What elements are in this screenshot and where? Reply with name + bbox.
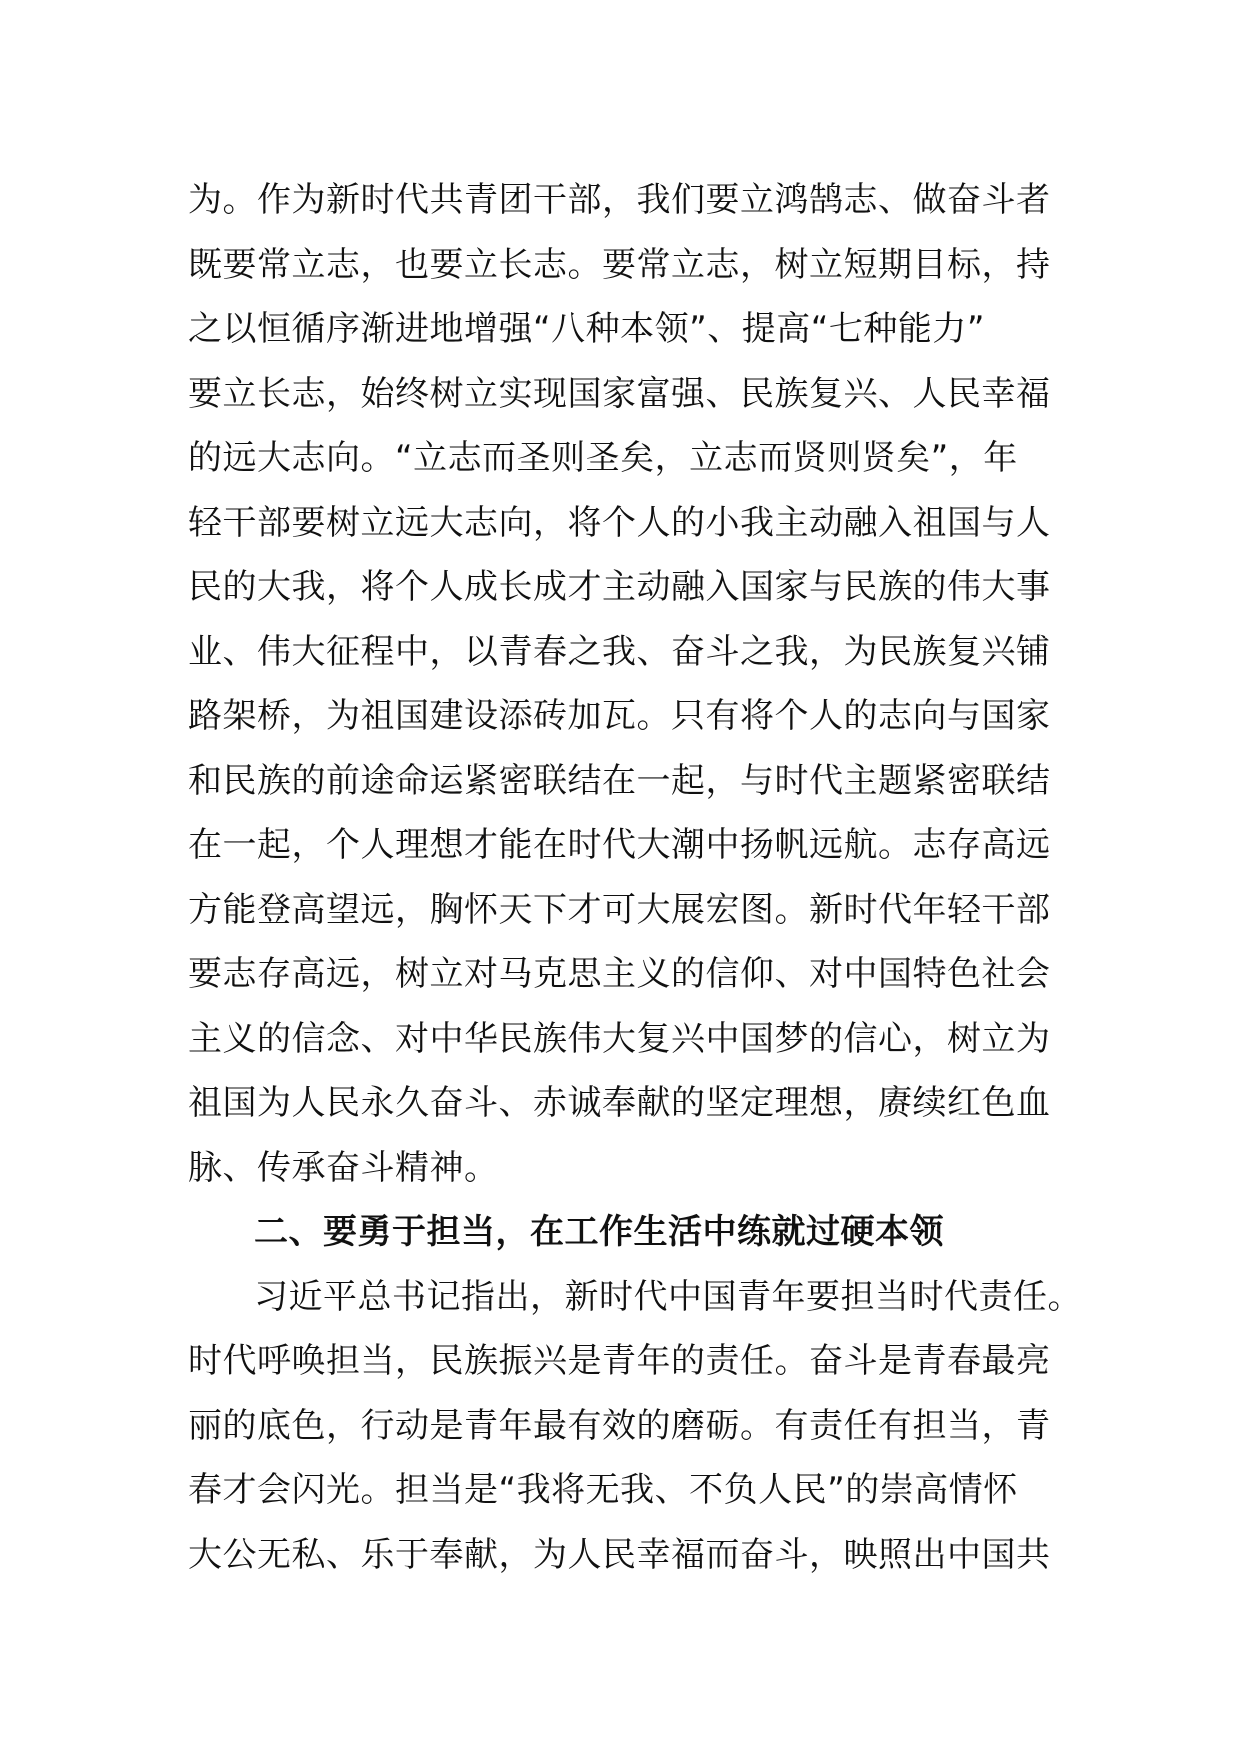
- document-body: [188, 168, 1082, 1587]
- text-line: 的远大志向。“立志而圣则圣矣，立志而贤则贤矣”，年: [188, 438, 1018, 478]
- text-line: 祖国为人民永久奋斗、赤诚奉献的坚定理想，赓续红色血: [188, 1083, 1051, 1123]
- text-line: 春才会闪光。担当是“我将无我、不负人民”的崇高情怀: [188, 1470, 1018, 1510]
- text-line: 为。作为新时代共青团干部，我们要立鸿鹄志、做奋斗者: [188, 180, 1051, 220]
- paragraph-1: [188, 168, 1068, 1200]
- text-line: 和民族的前途命运紧密联结在一起，与时代主题紧密联结: [188, 760, 1051, 801]
- text-line: 方能登高望远，胸怀天下才可大展宏图。新时代年轻干部: [188, 889, 1051, 930]
- text-line: 大公无私、乐于奉献，为人民幸福而奋斗，映照出中国共: [188, 1534, 1051, 1575]
- text-line: 既要常立志，也要立长志。要常立志，树立短期目标，持: [188, 244, 1051, 285]
- text-line: 路架桥，为祖国建设添砖加瓦。只有将个人的志向与国家: [188, 696, 1051, 736]
- text-line: 之以恒循序渐进地增强“八种本领”、提高“七种能力”: [188, 309, 985, 349]
- text-line: 时代呼唤担当，民族振兴是青年的责任。奋斗是青春最亮: [188, 1341, 1051, 1381]
- text-line: 丽的底色，行动是青年最有效的磨砺。有责任有担当，青: [188, 1405, 1051, 1446]
- paragraph-2: [188, 1265, 1082, 1588]
- text-line: 业、伟大征程中，以青春之我、奋斗之我，为民族复兴铺: [188, 631, 1051, 672]
- section-heading: 二、要勇于担当，在工作生活中练就过硬本领: [254, 1212, 944, 1252]
- text-line: 在一起，个人理想才能在时代大潮中扬帆远航。志存高远: [188, 825, 1051, 865]
- text-line: 要立长志，始终树立实现国家富强、民族复兴、人民幸福: [188, 373, 1051, 414]
- text-line: 要志存高远，树立对马克思主义的信仰、对中国特色社会: [188, 954, 1051, 994]
- text-line: 脉、传承奋斗精神。: [188, 1147, 499, 1188]
- text-line: 轻干部要树立远大志向，将个人的小我主动融入祖国与人: [188, 502, 1051, 543]
- text-line: 主义的信念、对中华民族伟大复兴中国梦的信心，树立为: [188, 1018, 1051, 1059]
- text-line: 习近平总书记指出，新时代中国青年要担当时代责任。: [254, 1276, 1082, 1317]
- text-line: 民的大我，将个人成长成才主动融入国家与民族的伟大事: [188, 567, 1051, 607]
